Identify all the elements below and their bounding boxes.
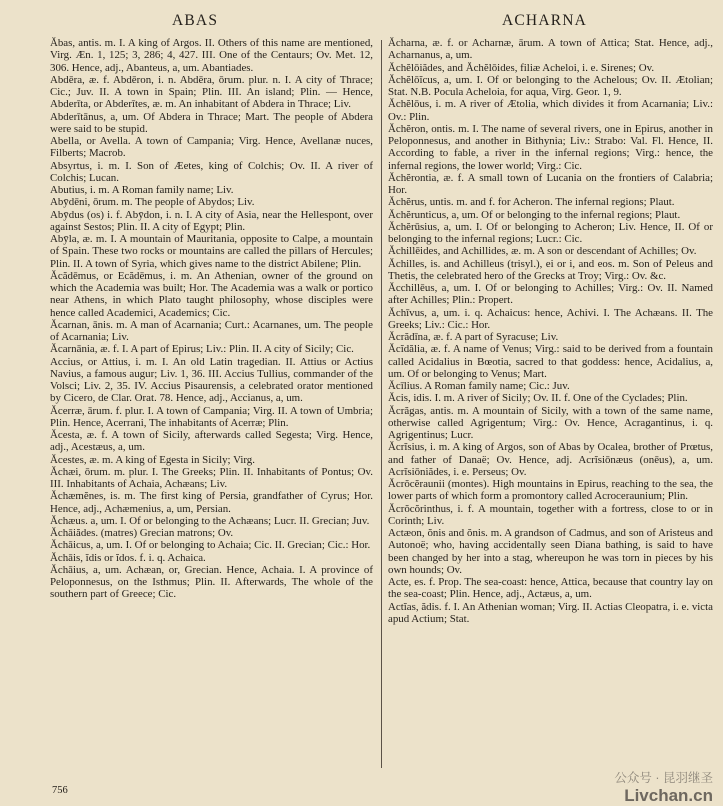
dictionary-entry: Ăcīlius. A Roman family name; Cic.: Juv. bbox=[388, 380, 570, 392]
dictionary-entry: Abutius, i. m. A Roman family name; Liv. bbox=[50, 184, 234, 196]
dictionary-entry: Ăchĕrunticus, a, um. Of or belonging to the infernal regions; Plaut. bbox=[388, 208, 681, 221]
dictionary-entry: Ăchæmĕnes, is. m. The first king of Persia, grandfather of Cyrus; Hor. Hence, adj., Achæmenius, a, um, Persian. bbox=[50, 490, 373, 515]
watermark bbox=[614, 768, 713, 806]
dictionary-entry: Abdēra, æ. f. Abdēron, i. n. Abdēra, ōrum. plur. n. I. A city of Thrace; Cic.; Juv. II. A town in Spain; Plin. III. An island; Plin. — Hence, Abderīta, or Abderītes, æ. m. An inhabitant of Abdera in Thrace; Liv. bbox=[50, 73, 373, 111]
dictionary-entry: Absyrtus, i. m. I. Son of Æetes, king of Colchis; Ov. II. A river of Colchis; Lucan. bbox=[50, 159, 373, 184]
dictionary-entry: Ăchilles, is. and Achilleus (trisyl.), ei or i, and eos. m. Son of Peleus and Thetis, the celebrated hero of the Grecks at Troy; Virg.: Ov. &c. bbox=[388, 257, 713, 282]
column-divider bbox=[381, 40, 382, 768]
dictionary-entry: Ăchāicus, a, um. I. Of or belonging to Achaia; Cic. II. Grecian; Cic.: Hor. bbox=[50, 539, 371, 552]
dictionary-entry: Ăcchillēus, a, um. I. Of or belonging to Achilles; Virg.: Ov. II. Named after Achilles; Plin.: Propert. bbox=[388, 282, 713, 307]
dictionary-entry: Ăcharna, æ. f. or Acharnæ, ārum. A town of Attica; Stat. Hence, adj., Acharnanus, a, um. bbox=[388, 37, 713, 62]
dictionary-entry: Ăcarnānia, æ. f. I. A part of Epirus; Liv.: Plin. II. A city of Sicily; Cic. bbox=[50, 343, 354, 356]
dictionary-entry: Ăcădēmus, or Ecădēmus, i. m. An Athenian, owner of the ground on which the Academia was built; Hor. The Academia was a walk or portico near Athens, in which Plato taught philosophy, whose disciples were hence called Academici, Academics; Cic. bbox=[50, 269, 373, 319]
dictionary-entry: Ăcrĭsius, i. m. A king of Argos, son of Abas by Ocalea, brother of Prœtus, and father of Danaë; Ov. Hence, adj. Acrĭsiōnæus (onēus), a, um. Acrĭsiōniădes, i. e. Perseus; Ov. bbox=[388, 441, 713, 478]
dictionary-entry: Ăcĭdălia, æ. f. A name of Venus; Virg.: said to be derived from a fountain called Acidalius in Bœotia, sacred to that goddess: hence, Acidalius, a, um. Of or belonging to Venus; Mart. bbox=[388, 343, 713, 380]
dictionary-entry: Ăchĕlōĭcus, a, um. I. Of or belonging to the Achelous; Ov. II. Ætolian; Stat. N.B. Pocula Acheloia, for aqua, Virg. Geor. 1, 9. bbox=[388, 73, 713, 98]
dictionary-entry: Ăcrŏcĕraunii (montes). High mountains in Epirus, reaching to the sea, the lower parts of which form a promontory called Acroceraunium; Plin. bbox=[388, 478, 713, 503]
dictionary-entry: Ăchillēides, and Achillides, æ. m. A son or descendant of Achilles; Ov. bbox=[388, 245, 697, 258]
dictionary-entry: Ăchĕrus, untis. m. and f. for Acheron. The infernal regions; Plaut. bbox=[388, 196, 675, 209]
dictionary-entry: Ăcestes, æ. m. A king of Egesta in Sicily; Virg. bbox=[50, 453, 255, 466]
dictionary-entry: Abȳdus (os) i. f. Abȳdon, i. n. I. A city of Asia, near the Hellespont, over against Sestos; Plin. II. A city of Egypt; Plin. bbox=[50, 208, 373, 233]
dictionary-entry: Ăcis, idis. I. m. A river of Sicily; Ov. II. f. One of the Cyclades; Plin. bbox=[388, 392, 688, 405]
dictionary-entry: Ăchĕrūsius, a, um. I. Of or belonging to Acheron; Liv. Hence, II. Of or belonging to the infernal regions; Lucr.: Cic. bbox=[388, 220, 713, 245]
dictionary-entry: Ăchĕron, ontis. m. I. The name of several rivers, one in Epirus, another in Peloponnesus, and another in Bithynia; Liv.: Strabo: Val. Fl. Hence, II. According to fable, a river in the infernal regions; Virg.: hence, the infernal regions, the lower world; Virg.: Cic. bbox=[388, 122, 713, 172]
left-column bbox=[50, 37, 373, 766]
dictionary-entry: Ăchāis, ĭdis or ĭdos. f. i. q. Achaica. bbox=[50, 551, 206, 564]
dictionary-entry: Ăchāiădes. (matres) Grecian matrons; Ov. bbox=[50, 527, 234, 539]
dictionary-entry: Ăcesta, æ. f. A town of Sicily, afterwards called Segesta; Virg. Hence, adj., Acestæus, a, um. bbox=[50, 429, 373, 454]
dictionary-entry: Ăbas, antis. m. I. A king of Argos. II. Others of this name are mentioned, Virg. Æn. 1, 125; 3, 286; 4, 427. III. One of the Centaurs; Ov. Met. 12, 306. Hence, adj., Abanteus, a, um. Abantiades. bbox=[50, 37, 373, 74]
dictionary-entry: Ăcrăgas, antis. m. A mountain of Sicily, with a town of the same name, otherwise called Agrigentum; Virg.: Ov. Hence, Acragantinus, i. q. Agrigentinus; Lucr. bbox=[388, 404, 713, 441]
dictionary-entry: Ăcerræ, ārum. f. plur. I. A town of Campania; Virg. II. A town of Umbria; Plin. Hence, Acerrani, The inhabitants of Acerræ; Plin. bbox=[50, 404, 373, 429]
dictionary-entry: Ăcrădīna, æ. f. A part of Syracuse; Liv. bbox=[388, 331, 559, 343]
dictionary-entry: Abȳla, æ. m. I. A mountain of Mauritania, opposite to Calpe, a mountain of Spain. These two rocks or mountains are called the pillars of Hercules; Plin. II. A town of Syria, which gives name to the district Abilene; Plin. bbox=[50, 233, 373, 270]
watermark-line1: 公众号 · 昆羽继圣 bbox=[614, 771, 713, 785]
dictionary-entry: Ăchĕrontia, æ. f. A small town of Lucania on the frontiers of Calabria; Hor. bbox=[388, 171, 713, 196]
dictionary-entry: Abȳdēni, ōrum. m. The people of Abydos; Liv. bbox=[50, 196, 255, 209]
dictionary-entry: Ăcrŏcŏrinthus, i. f. A mountain, together with a fortress, close to or in Corinth; Liv. bbox=[388, 502, 713, 527]
dictionary-entry: Abderītānus, a, um. Of Abdera in Thrace; Mart. The people of Abdera were said to be stupid. bbox=[50, 110, 373, 135]
right-column bbox=[388, 37, 713, 766]
page-number: 756 bbox=[52, 785, 68, 796]
dictionary-entry: Ăchĕlōiădes, and Ăchĕlōides, filiæ Acheloi, i. e. Sirenes; Ov. bbox=[388, 61, 655, 74]
watermark-line2: Livchan.cn bbox=[624, 786, 713, 805]
dictionary-entry: Ăcarnan, ānis. m. A man of Acarnania; Curt.: Acarnanes, um. The people of Acarnania; Liv. bbox=[50, 318, 373, 343]
dictionary-entry: Accius, or Attius, i. m. I. An old Latin tragedian. II. Attius or Actius Navius, a famous augur; Liv. 1, 36. III. Accius Tullius, commander of the Volsci; Liv. 2, 35. IV. Accius Pisaurensis, a celebrated orator mentioned by Cicero, de Clar. Orat. 78. Hence, adj., Accianus, a, um. bbox=[50, 355, 373, 405]
dictionary-entry: Ăchæus. a, um. I. Of or belonging to the Achæans; Lucr. II. Grecian; Juv. bbox=[50, 514, 370, 527]
dictionary-entry: Acte, es. f. Prop. The sea-coast: hence, Attica, because that country lay on the sea-coast; Plin. Hence, adj., Actæus, a, um. bbox=[388, 576, 713, 601]
dictionary-entry: Ăchĕlōus, i. m. A river of Ætolia, which divides it from Acarnania; Liv.: Ov.: Plin. bbox=[388, 98, 713, 123]
dictionary-entry: Actæon, ŏnis and ŏnis. m. A grandson of Cadmus, and son of Aristeus and Autonoë; who, having accidentally seen Diana bathing, is said to have been changed by her into a stag, whereupon he was torn in pieces by his own hounds; Ov. bbox=[388, 527, 713, 576]
dictionary-entry: Abella, or Avella. A town of Campania; Virg. Hence, Avellanæ nuces, Filberts; Macrob. bbox=[50, 135, 373, 160]
running-head-right: ACHARNA bbox=[502, 12, 588, 29]
dictionary-entry: Actĭas, ădis. f. I. An Athenian woman; Virg. II. Actias Cleopatra, i. e. victa apud Actium; Stat. bbox=[388, 600, 713, 625]
dictionary-entry: Ăchīvus, a, um. i. q. Achaicus: hence, Achivi. I. The Achæans. II. The Greeks; Liv.: Cic.: Hor. bbox=[388, 306, 713, 331]
running-head-left: ABAS bbox=[172, 12, 219, 29]
dictionary-entry: Ăchæi, ōrum. m. plur. I. The Greeks; Plin. II. Inhabitants of Pontus; Ov. III. Inhabitants of Achaia, Achæans; Liv. bbox=[50, 465, 373, 490]
dictionary-entry: Ăchāius, a, um. Achæan, or, Grecian. Hence, Achaia. I. A province of Peloponnesus, on the Isthmus; Plin. II. Afterwards, The whole of the southern part of Greece; Cic. bbox=[50, 563, 373, 601]
